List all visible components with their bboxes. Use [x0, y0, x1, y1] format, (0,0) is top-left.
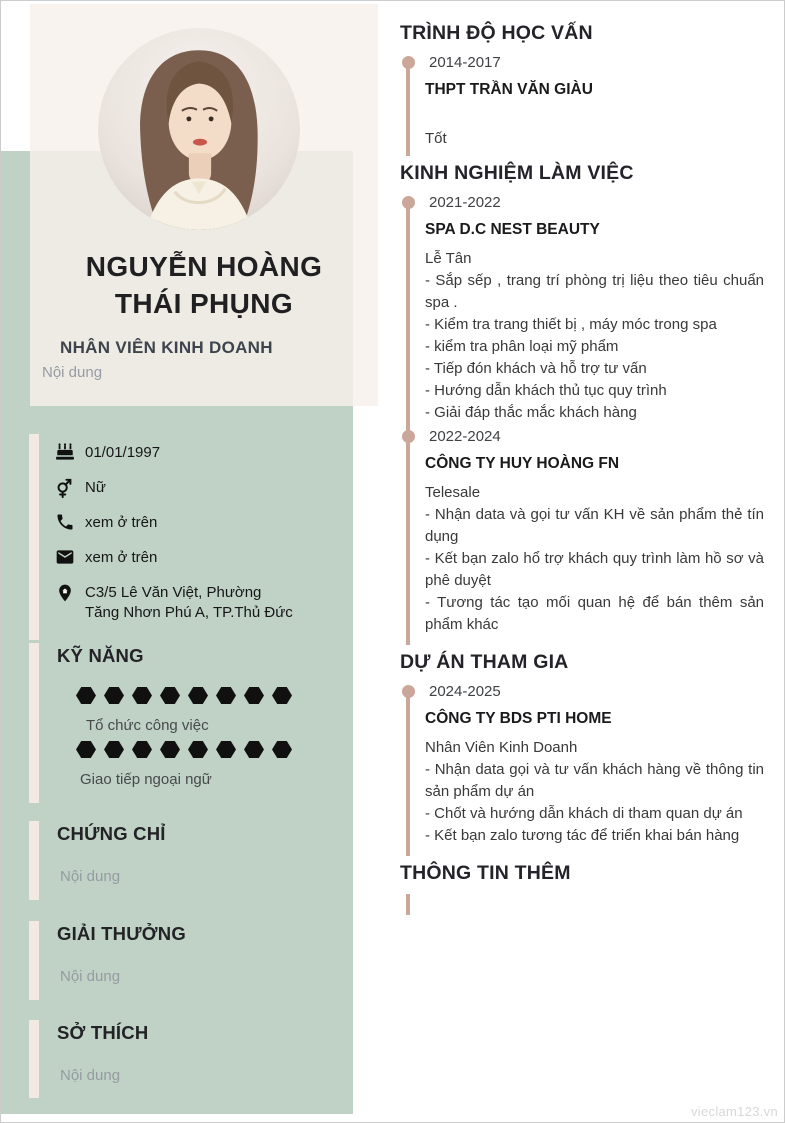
hobbies-placeholder: Nội dung [60, 1067, 121, 1084]
skill-dot [160, 741, 180, 758]
certificates-section [29, 821, 339, 900]
gender-icon [55, 477, 75, 499]
education-heading: TRÌNH ĐỘ HỌC VẤN [400, 22, 593, 44]
bullet-line: - Hướng dẫn khách thủ tục quy trình [425, 382, 667, 399]
bullet-line: - Giải đáp thắc mắc khách hàng [425, 404, 637, 421]
timeline-dot [402, 56, 415, 69]
bullet-line: - Kết bạn zalo tương tác để triển khai bán hàng [425, 827, 740, 844]
contact-section [29, 434, 349, 640]
contact-row [55, 582, 349, 623]
bullet-line: - Tương tác tạo mối quan hệ để bán thêm sản phẩm khác [425, 594, 764, 633]
skill-label: Giao tiếp ngoại ngữ [80, 771, 212, 788]
entry-grade: Tốt [425, 130, 447, 147]
projects-heading: DỰ ÁN THAM GIA [400, 651, 569, 673]
profile-name [30, 248, 378, 322]
entry-role: Telesale [425, 484, 481, 501]
certificates-heading: CHỨNG CHỈ [57, 823, 166, 844]
watermark: vieclam123.vn [691, 1104, 778, 1119]
profile-card [30, 4, 378, 406]
additional-info-heading: THÔNG TIN THÊM [400, 862, 571, 884]
bullet-line: - Nhận data gọi và tư vấn khách hàng về thông tin sản phẩm dự án [425, 761, 764, 800]
contact-text: 01/01/1997 [85, 444, 161, 461]
timeline-dot [402, 685, 415, 698]
skill-level [76, 741, 300, 763]
experience-heading: KINH NGHIỆM LÀM VIỆC [400, 162, 634, 184]
contact-row [55, 512, 349, 534]
contact-text: xem ở trên [85, 549, 158, 566]
hobbies-heading: SỞ THÍCH [57, 1022, 149, 1043]
skill-dot [132, 687, 152, 704]
name-line1: NGUYỄN HOÀNG [85, 251, 323, 282]
entry-period: 2022-2024 [429, 428, 501, 445]
skill-dot [244, 741, 264, 758]
skills-heading: KỸ NĂNG [57, 645, 144, 666]
skill-dot [272, 741, 292, 758]
job-title: NHÂN VIÊN KINH DOANH [60, 338, 273, 357]
contact-text: xem ở trên [85, 514, 158, 531]
name-line2: THÁI PHỤNG [114, 288, 294, 319]
awards-placeholder: Nội dung [60, 968, 121, 985]
email-icon [55, 547, 75, 569]
birthday-icon [55, 442, 75, 464]
experience-entry [400, 194, 764, 424]
bullet-line: - Chốt và hướng dẫn khách di tham quan dự án [425, 805, 743, 822]
awards-heading: GIẢI THƯỞNG [57, 923, 186, 944]
entry-period: 2024-2025 [429, 683, 501, 700]
education-entry [400, 54, 764, 147]
skill-dot [272, 687, 292, 704]
entry-company: SPA D.C NEST BEAUTY [425, 221, 600, 238]
contact-text: C3/5 Lê Văn Việt, Phường Tăng Nhơn Phú A, TP.Thủ Đức [85, 584, 293, 621]
contact-row [55, 477, 349, 499]
skill-dot [76, 687, 96, 704]
skill-label: Tổ chức công việc [86, 717, 209, 734]
entry-period: 2014-2017 [429, 54, 501, 71]
profile-summary-placeholder: Nội dung [42, 364, 103, 381]
entry-company: CÔNG TY BDS PTI HOME [425, 710, 612, 727]
timeline-dot [402, 430, 415, 443]
contact-row [55, 442, 349, 464]
bullet-line: - Kết bạn zalo hổ trợ khách quy trình làm hồ sơ và phê duyệt [425, 550, 764, 589]
awards-section [29, 921, 339, 1000]
bullet-line: - Tiếp đón khách và hỗ trợ tư vấn [425, 360, 647, 377]
skill-dot [104, 741, 124, 758]
bullet-line: - Sắp sếp , trang trí phòng trị liệu theo tiêu chuẩn spa . [425, 272, 764, 311]
skill-dot [132, 741, 152, 758]
main-column [400, 0, 764, 915]
skill-dot [188, 687, 208, 704]
experience-entry [400, 428, 764, 636]
bullet-line: - Nhận data và gọi tư vấn KH về sản phẩm thẻ tín dụng [425, 506, 764, 545]
skill-dot [216, 741, 236, 758]
entry-role: Nhân Viên Kinh Doanh [425, 739, 578, 756]
contact-row [55, 547, 349, 569]
entry-company: CÔNG TY HUY HOÀNG FN [425, 455, 620, 472]
timeline-stub [406, 894, 410, 915]
timeline-dot [402, 196, 415, 209]
skill-level [76, 687, 300, 709]
contact-text: Nữ [85, 479, 106, 496]
phone-icon [55, 512, 75, 534]
skill-dot [104, 687, 124, 704]
bullet-line: - Kiểm tra trang thiết bị , máy móc trong spa [425, 316, 717, 333]
skill-dot [216, 687, 236, 704]
entry-role: Lễ Tân [425, 250, 472, 267]
skill-dot [244, 687, 264, 704]
project-entry [400, 683, 764, 847]
hobbies-section [29, 1020, 339, 1098]
skills-section [29, 643, 339, 803]
certificates-placeholder: Nội dung [60, 868, 121, 885]
entry-period: 2021-2022 [429, 194, 501, 211]
location-icon [55, 582, 75, 604]
skill-dot [160, 687, 180, 704]
entry-school: THPT TRẦN VĂN GIÀU [425, 81, 593, 98]
bullet-line: - kiểm tra phân loại mỹ phẩm [425, 338, 619, 355]
skill-dot [76, 741, 96, 758]
skill-dot [188, 741, 208, 758]
profile-photo [98, 28, 300, 230]
